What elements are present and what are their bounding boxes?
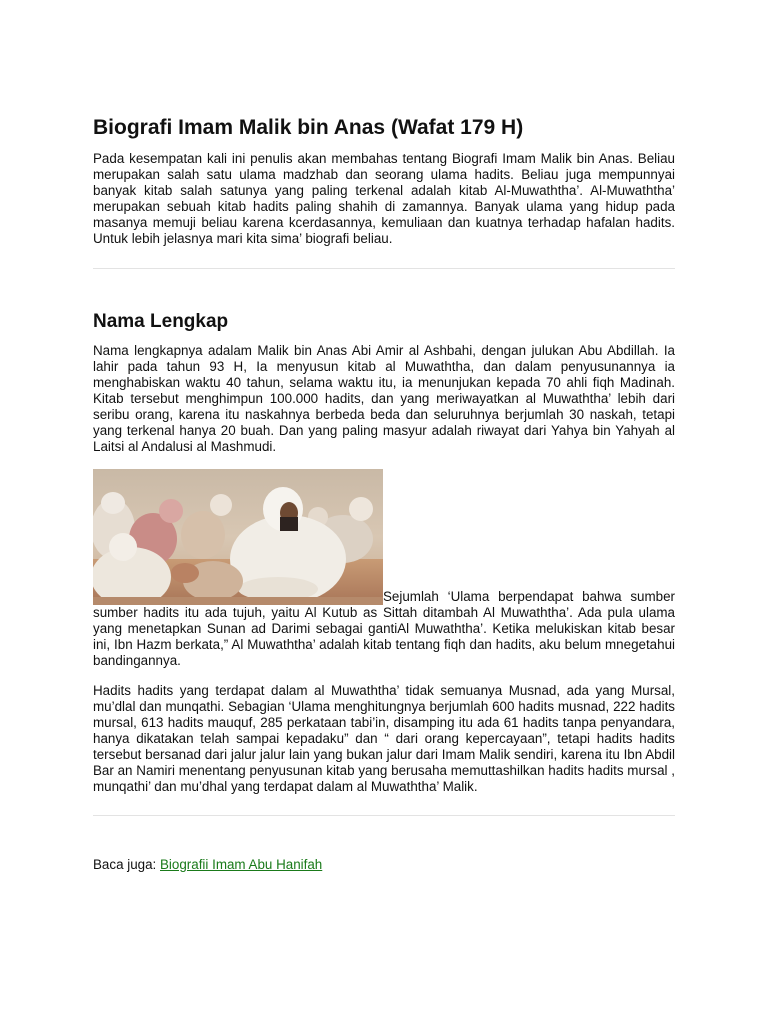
article (93, 114, 675, 873)
image-paragraph (93, 469, 675, 669)
article-title: Biografi Imam Malik bin Anas (Wafat 179 H) (93, 116, 524, 139)
section-heading: Nama Lengkap (93, 311, 229, 332)
read-also (93, 857, 675, 873)
hadits-paragraph: Hadits hadits yang terdapat dalam al Muwaththa’ tidak semuanya Musnad, ada yang Mursal, mu’dlal dan munqathi. Sebagian ‘Ulama menghitungnya berjumlah 600 hadits musnad, 222 hadits mursal, 613 hadits mauquf, 285 perkataan tabi’in, disamping itu ada 61 hadits tanpa penyandara, hanya dikatakan telah sampai kepadaku” dan “ dari orang kepercayaan”, tetapi hadits hadits tersebut bersanad dari jalur jalur lain yang bukan jalur dari Imam Malik sendiri, karena itu Ibn Abdil Bar an Namiri menentang penyusunan kitab yang berusaha memuttashilkan hadits hadits mursal , munqathi’ dan mu’dhal yang terdapat dalam al Muwaththa’ Malik. (93, 683, 675, 794)
intro-paragraph: Pada kesempatan kali ini penulis akan membahas tentang Biografi Imam Malik bin Anas. Beliau merupakan salah satu ulama madzhab dan seorang ulama hadits. Beliau juga mempunnyai banyak kitab salah satunya yang paling terkenal adalah kitab Al-Muwaththa’. Al-Muwaththa’ merupakan sebuah kitab hadits paling shahih di zamannya. Banyak ulama yang hidup pada masanya memuji beliau karena kcerdasannya, kemuliaan dan kuatnya terhadap hafalan hadits. Untuk lebih jelasnya mari kita sima’ biografi beliau. (93, 151, 675, 246)
read-also-link[interactable]: Biografii Imam Abu Hanifah (160, 857, 323, 872)
divider (93, 268, 675, 269)
divider (93, 815, 675, 816)
read-also-label: Baca juga: (93, 857, 160, 872)
praying-men-painting (93, 469, 383, 605)
image-paragraph-text: Sejumlah ‘Ulama berpendapat bahwa sumber sumber hadits itu ada tujuh, yaitu Al Kutub as Sittah ditambah Al Muwaththa’. Ada pula ulama yang menetapkan Sunan ad Darimi sebagai gantiAl Muwaththa’. Ketika melukiskan kitab besar ini, Ibn Hazm berkata,” Al Muwaththa’ adalah kitab tentang fiqh dan hadits, aku belum mnegetahui bandingannya. (93, 589, 675, 668)
name-paragraph: Nama lengkapnya adalam Malik bin Anas Abi Amir al Ashbahi, dengan julukan Abu Abdillah. Ia lahir pada tahun 93 H, Ia menyusun kitab al Muwaththa, dan dalam penyusunannya ia menghabiskan waktu 40 tahun, selama waktu itu, ia menunjukan kepada 70 ahli fiqh Madinah. Kitab tersebut menghimpun 100.000 hadits, dan yang meriwayatkan al Muwaththa’ lebih dari seribu orang, karena itu naskahnya berbeda beda dan seluruhnya berjumlah 30 naskah, tetapi yang terkenal hanya 20 buah. Dan yang paling masyur adalah riwayat dari Yahya bin Yahyah al Laitsi al Andalusi al Mashmudi. (93, 343, 675, 454)
